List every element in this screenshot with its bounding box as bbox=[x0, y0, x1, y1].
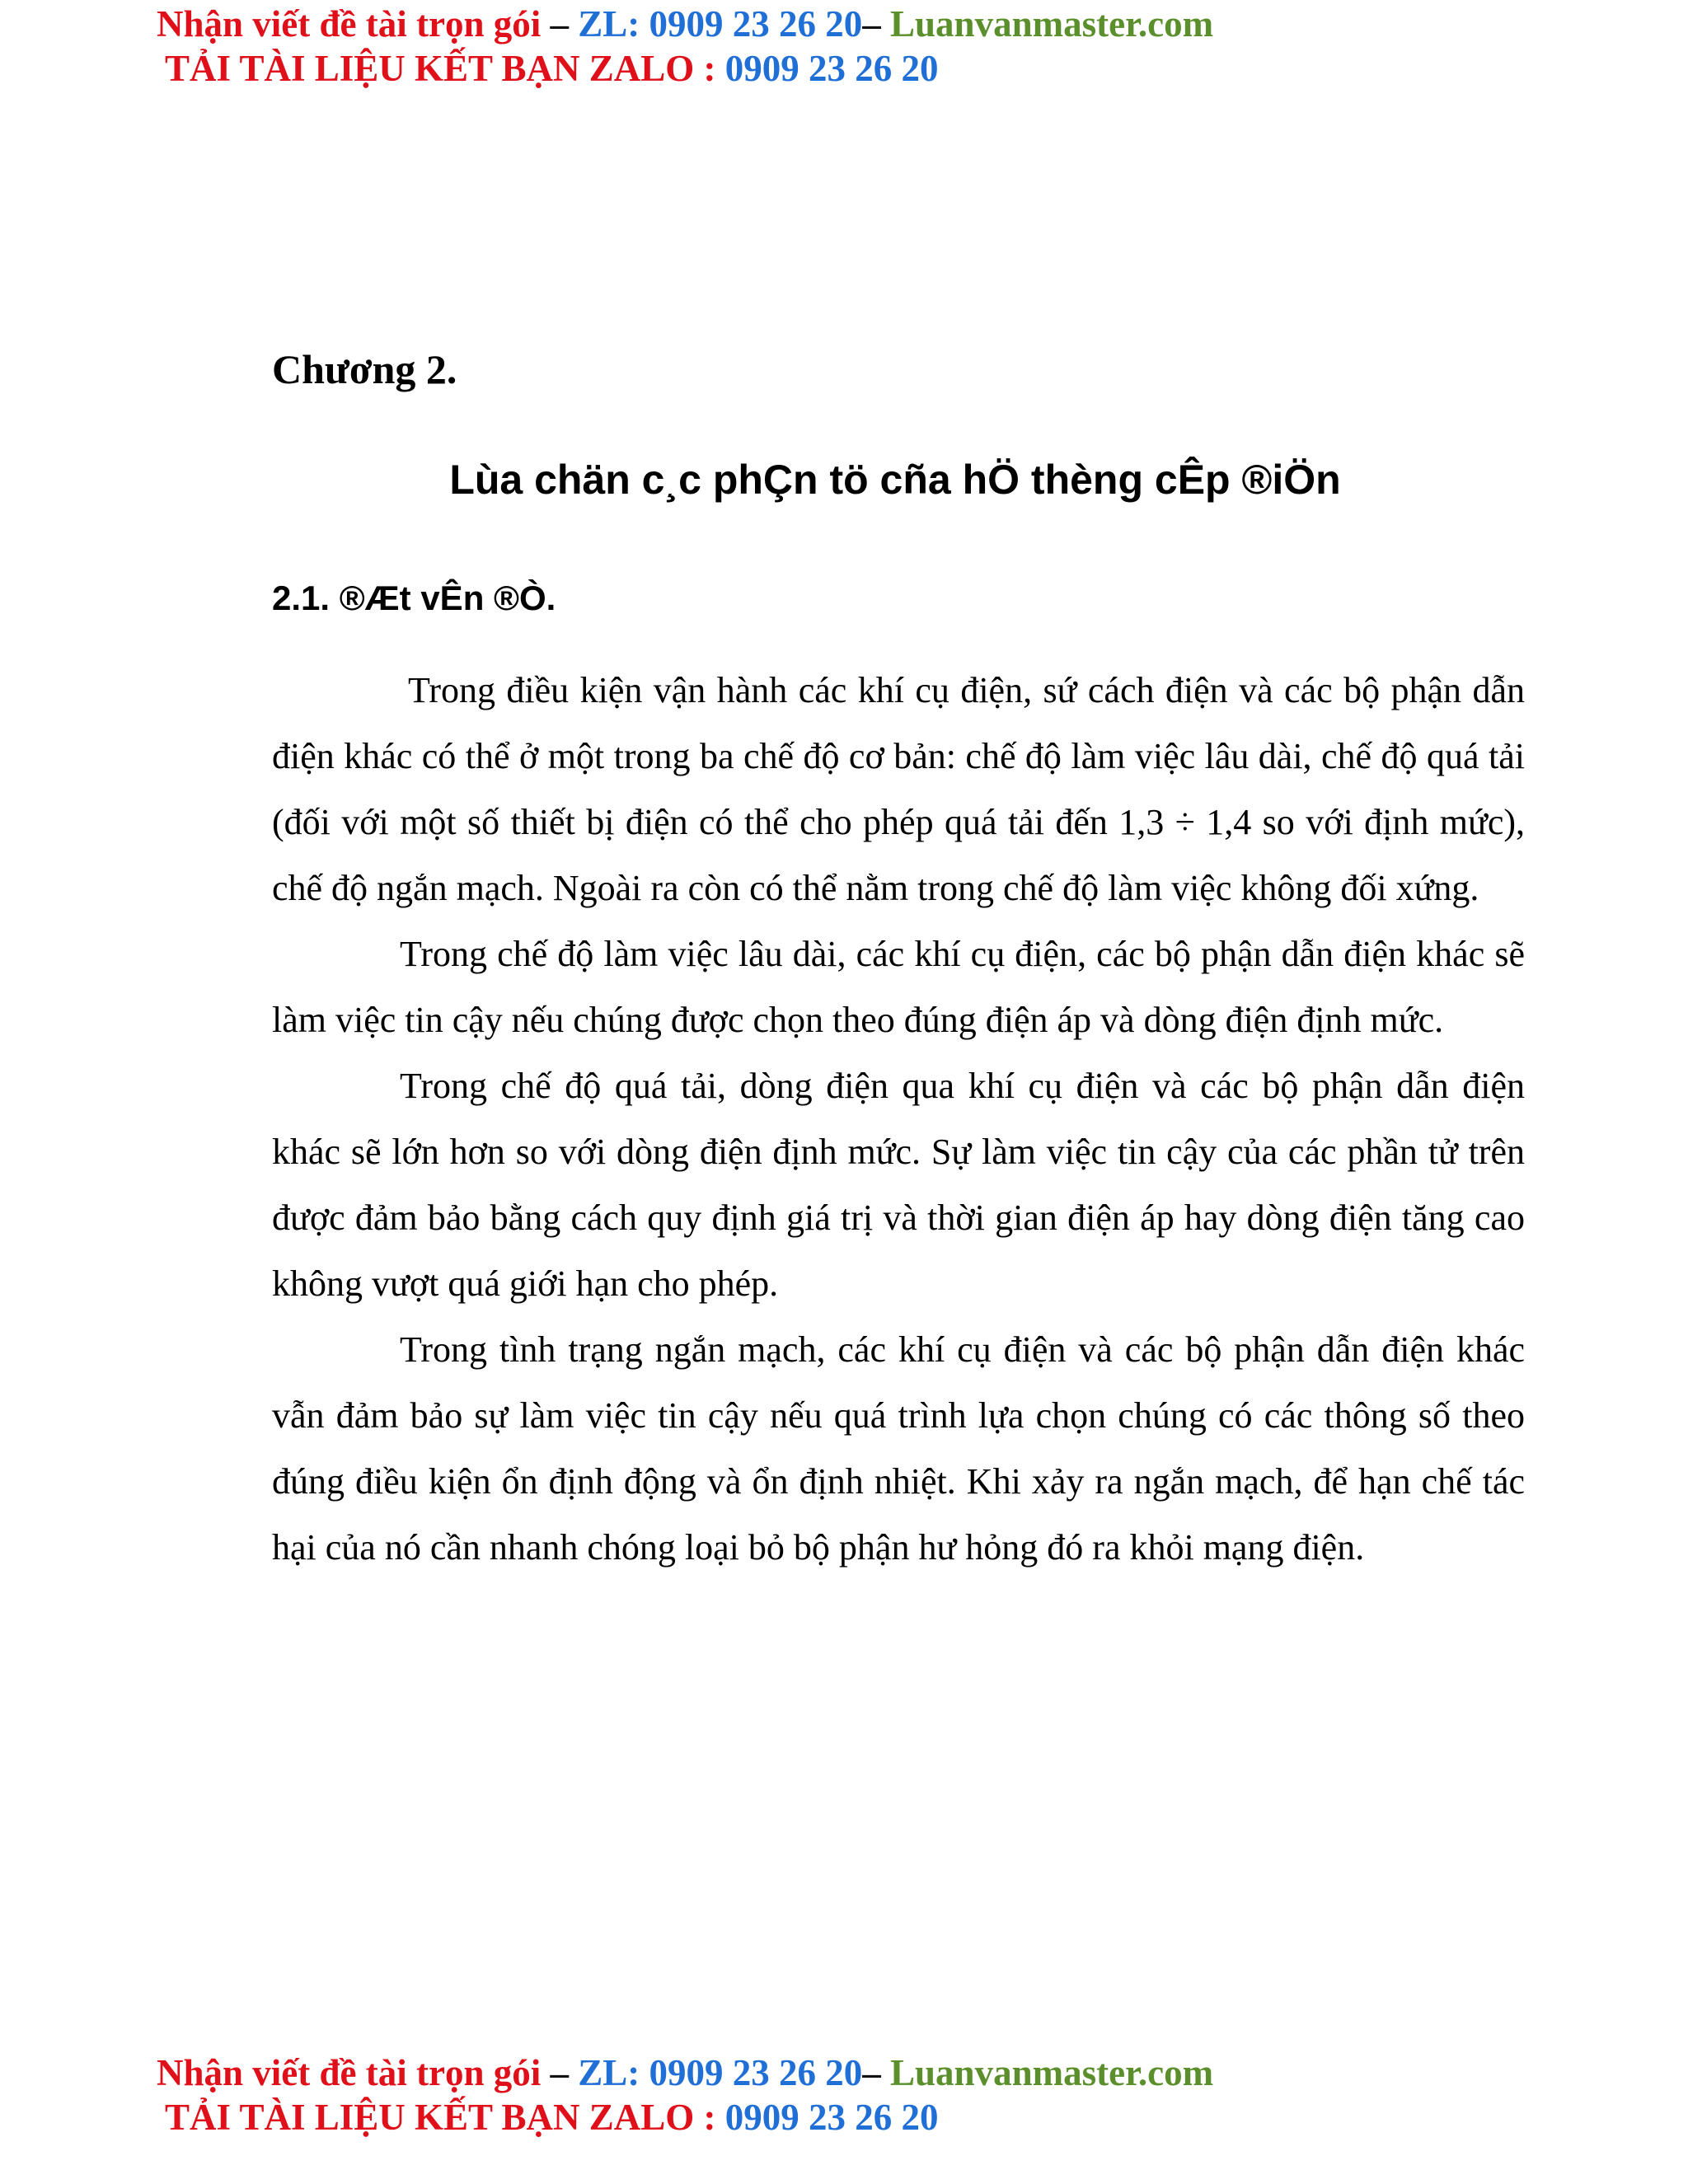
banner-zalo-phone: ZL: 0909 23 26 20 bbox=[578, 2052, 863, 2093]
banner-separator: – bbox=[541, 3, 579, 45]
banner-zalo-phone: ZL: 0909 23 26 20 bbox=[578, 3, 863, 45]
paragraph: Trong điều kiện vận hành các khí cụ điện, sứ cách điện và các bộ phận dẫn điện khác có thể ở một trong ba chế độ cơ bản: chế độ làm việc lâu dài, chế độ quá tải (đối với một số thiết bị điện có thể cho phép quá tải đến 1,3 ÷ 1,4 so với định mức), chế độ ngắn mạch. Ngoài ra còn có thể nằm trong chế độ làm việc không đối xứng. bbox=[272, 670, 1525, 908]
banner-download-text: TẢI TÀI LIỆU KẾT BẠN ZALO bbox=[165, 2097, 695, 2138]
banner-website: Luanvanmaster.com bbox=[890, 2052, 1214, 2093]
body-text bbox=[272, 658, 1525, 1581]
banner-separator: – bbox=[862, 3, 891, 45]
header-banner bbox=[157, 2, 1213, 91]
banner-separator: – bbox=[541, 2052, 579, 2093]
chapter-label: Chương 2. bbox=[272, 346, 457, 392]
banner-separator: : bbox=[694, 48, 725, 89]
paragraph: Trong chế độ làm việc lâu dài, các khí cụ điện, các bộ phận dẫn điện khác sẽ làm việc tin cậy nếu chúng được chọn theo đúng điện áp và dòng điện định mức. bbox=[272, 934, 1525, 1040]
banner-line-1 bbox=[157, 2050, 1213, 2095]
banner-separator: : bbox=[694, 2097, 725, 2138]
banner-zalo-phone: 0909 23 26 20 bbox=[724, 48, 939, 89]
banner-website: Luanvanmaster.com bbox=[890, 3, 1214, 45]
banner-service-text: Nhận viết đề tài trọn gói bbox=[157, 2052, 542, 2093]
banner-download-text: TẢI TÀI LIỆU KẾT BẠN ZALO bbox=[165, 48, 695, 89]
banner-service-text: Nhận viết đề tài trọn gói bbox=[157, 3, 542, 45]
banner-line-2 bbox=[157, 2095, 1213, 2139]
footer-banner bbox=[157, 2050, 1213, 2139]
chapter-title: Lùa chän c¸c phÇn tö cña hÖ thèng cÊp ®iÖn bbox=[449, 457, 1341, 503]
banner-zalo-phone: 0909 23 26 20 bbox=[724, 2097, 939, 2138]
banner-line-1 bbox=[157, 2, 1213, 46]
section-heading: 2.1. ®Æt vÊn ®Ò. bbox=[272, 579, 556, 617]
paragraph: Trong tình trạng ngắn mạch, các khí cụ điện và các bộ phận dẫn điện khác vẫn đảm bảo sự làm việc tin cậy nếu quá trình lựa chọn chúng có các thông số theo đúng điều kiện ổn định động và ổn định nhiệt. Khi xảy ra ngắn mạch, để hạn chế tác hại của nó cần nhanh chóng loại bỏ bộ phận hư hỏng đó ra khỏi mạng điện. bbox=[272, 1329, 1525, 1568]
banner-line-2 bbox=[157, 46, 1213, 91]
paragraph: Trong chế độ quá tải, dòng điện qua khí cụ điện và các bộ phận dẫn điện khác sẽ lớn hơn so với dòng điện định mức. Sự làm việc tin cậy của các phần tử trên được đảm bảo bằng cách quy định giá trị và thời gian điện áp hay dòng điện tăng cao không vượt quá giới hạn cho phép. bbox=[272, 1066, 1525, 1304]
banner-separator: – bbox=[862, 2052, 891, 2093]
